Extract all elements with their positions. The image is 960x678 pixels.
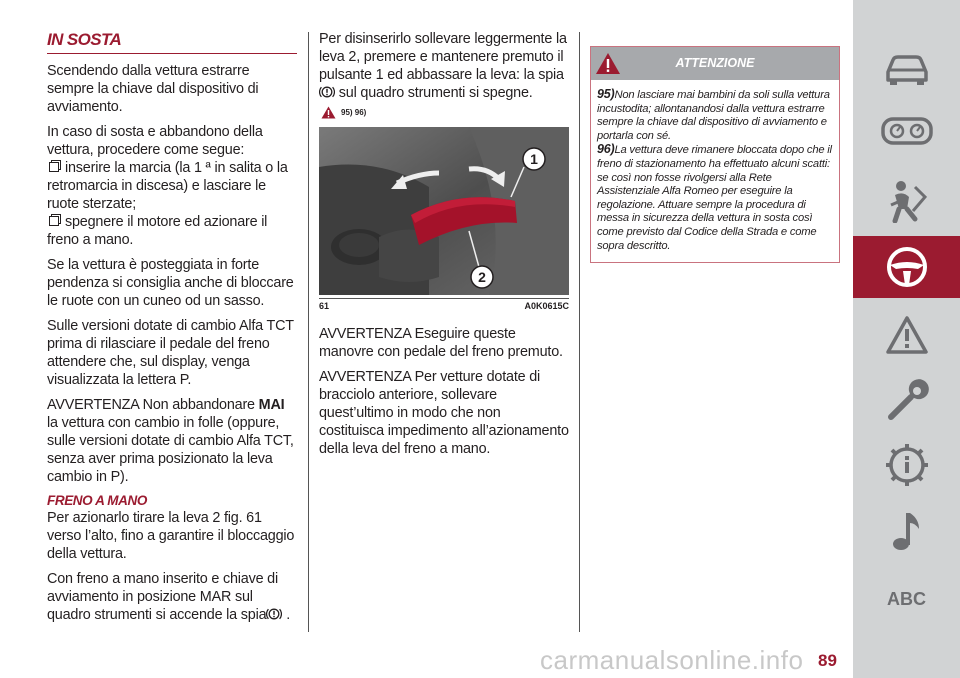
left-column xyxy=(47,30,297,631)
warning-number: 95) xyxy=(597,87,615,101)
warning-box xyxy=(590,46,840,263)
sidebar-item-starting-driving[interactable] xyxy=(853,236,960,298)
warning-text: Non lasciare mai bambini da soli sulla vettura incustodita; allontanandosi dalla vettura estrarre sempre la chiave dal dispositivo di avviamento e portarla con sé. xyxy=(597,89,830,142)
emphasis-text: MAI xyxy=(258,397,285,413)
paragraph-text: Per disinserirlo sollevare leggermente la leva 2, premere e mantenere premuto il pulsante 1 ed abbassare la leva: la spia xyxy=(319,31,567,83)
warning-item xyxy=(597,88,833,143)
figure-number: 61 xyxy=(319,301,330,311)
sidebar-item-technical-data[interactable] xyxy=(853,434,960,496)
handbrake-illustration xyxy=(319,127,569,295)
handbrake-figure xyxy=(319,127,569,295)
paragraph-text: In caso di sosta e abbandono della vettura, procedere come segue: xyxy=(47,124,263,158)
paragraph-text: Con freno a mano inserito e chiave di avviamento in posizione MAR sul quadro strumenti si accende la spia xyxy=(47,571,278,623)
watermark: carmanualsonline.info xyxy=(540,645,804,675)
warning-header xyxy=(591,47,839,80)
bullet-text: inserire la marcia (la 1 ª in salita o la retromarcia in discesa) e lasciare le ruote sterzate; xyxy=(47,160,288,212)
index-label: ABC xyxy=(887,588,926,609)
column-divider xyxy=(579,32,580,632)
warning-reference xyxy=(321,106,569,119)
warning-item xyxy=(597,143,833,253)
warning-number: 96) xyxy=(597,142,615,157)
wrench-icon xyxy=(885,379,929,423)
sidebar-item-servicing[interactable] xyxy=(853,370,960,432)
paragraph-text: la vettura con cambio in folle (oppure, sulle versioni dotate di cambio Alfa TCT, senza aver prima posizionato la leva cambio in P). xyxy=(47,415,294,485)
sidebar-item-multimedia[interactable] xyxy=(853,500,960,562)
bullet-item xyxy=(47,213,297,249)
paragraph xyxy=(47,123,297,159)
bullet-text: spegnere il motore ed azionare il freno a mano. xyxy=(47,214,268,248)
sidebar-item-index[interactable] xyxy=(853,568,960,630)
reference-numbers: 95) 96) xyxy=(341,108,367,117)
paragraph xyxy=(47,396,297,486)
paragraph: Se la vettura è posteggiata in forte pendenza si consiglia anche di bloccare le ruote con un cuneo od un sasso. xyxy=(47,257,294,309)
warning-text: La vettura deve rimanere bloccata dopo che il freno di stazionamento ha effettuato alcuni scatti: se così non fosse rivolgersi alla Rete Assistenziale Alfa Romeo per eseguire la regolazione. Attuare sempre la procedura di messa in sicurezza della vettura in sosta così come previsto dal Codice della Strada e come sopra descritto. xyxy=(597,144,832,252)
chapter-sidebar xyxy=(853,0,960,678)
right-column xyxy=(590,46,840,263)
sidebar-item-car[interactable] xyxy=(853,38,960,100)
sidebar-item-safety[interactable] xyxy=(853,170,960,232)
section-title: IN SOSTA xyxy=(47,30,297,54)
car-icon xyxy=(884,52,930,86)
paragraph xyxy=(47,570,297,624)
paragraph: AVVERTENZA Eseguire queste manovre con pedale del freno premuto. xyxy=(319,326,563,360)
middle-column xyxy=(319,30,569,465)
paragraph: Sulle versioni dotate di cambio Alfa TCT prima di rilasciare il pedale del freno attendere che, sul display, venga visualizzata la lettera P. xyxy=(47,318,294,388)
seatbelt-person-icon xyxy=(885,179,929,223)
subsection-title: FRENO A MANO xyxy=(47,493,147,508)
figure-code: A0K0615C xyxy=(524,301,569,311)
brake-warning-light-icon xyxy=(266,606,282,622)
paragraph-text: . xyxy=(282,607,290,623)
figure-caption xyxy=(319,298,569,311)
page-number: 89 xyxy=(818,651,837,670)
music-note-icon xyxy=(889,509,925,553)
brake-warning-light-icon xyxy=(319,84,335,100)
sidebar-item-emergency[interactable] xyxy=(853,304,960,366)
warning-triangle-icon xyxy=(321,106,336,119)
paragraph: AVVERTENZA Per vetture dotate di bracciolo anteriore, sollevare quest’ultimo in modo che non costituisca impedimento all’azionamento della leva del freno a mano. xyxy=(319,369,569,457)
checkbox-bullet-icon xyxy=(49,216,59,226)
paragraph xyxy=(319,30,569,102)
warning-title: ATTENZIONE xyxy=(675,56,755,70)
steering-wheel-icon xyxy=(885,245,929,289)
paragraph: Scendendo dalla vettura estrarre sempre la chiave dal dispositivo di avviamento. xyxy=(47,63,259,115)
warning-body xyxy=(591,80,839,262)
dashboard-icon xyxy=(881,116,933,146)
paragraph: Per azionarlo tirare la leva 2 fig. 61 verso l’alto, fino a garantire il bloccaggio della vettura. xyxy=(47,510,295,562)
bullet-item xyxy=(47,159,297,213)
callout-label-2: 2 xyxy=(478,269,486,285)
column-divider xyxy=(308,32,309,632)
warning-triangle-icon xyxy=(885,315,929,355)
callout-label-1: 1 xyxy=(530,151,538,167)
info-icon xyxy=(884,442,930,488)
sidebar-item-dashboard[interactable] xyxy=(853,100,960,162)
paragraph-text: sul quadro strumenti si spegne. xyxy=(335,85,533,101)
checkbox-bullet-icon xyxy=(49,162,59,172)
paragraph-text: AVVERTENZA Non abbandonare xyxy=(47,397,259,413)
